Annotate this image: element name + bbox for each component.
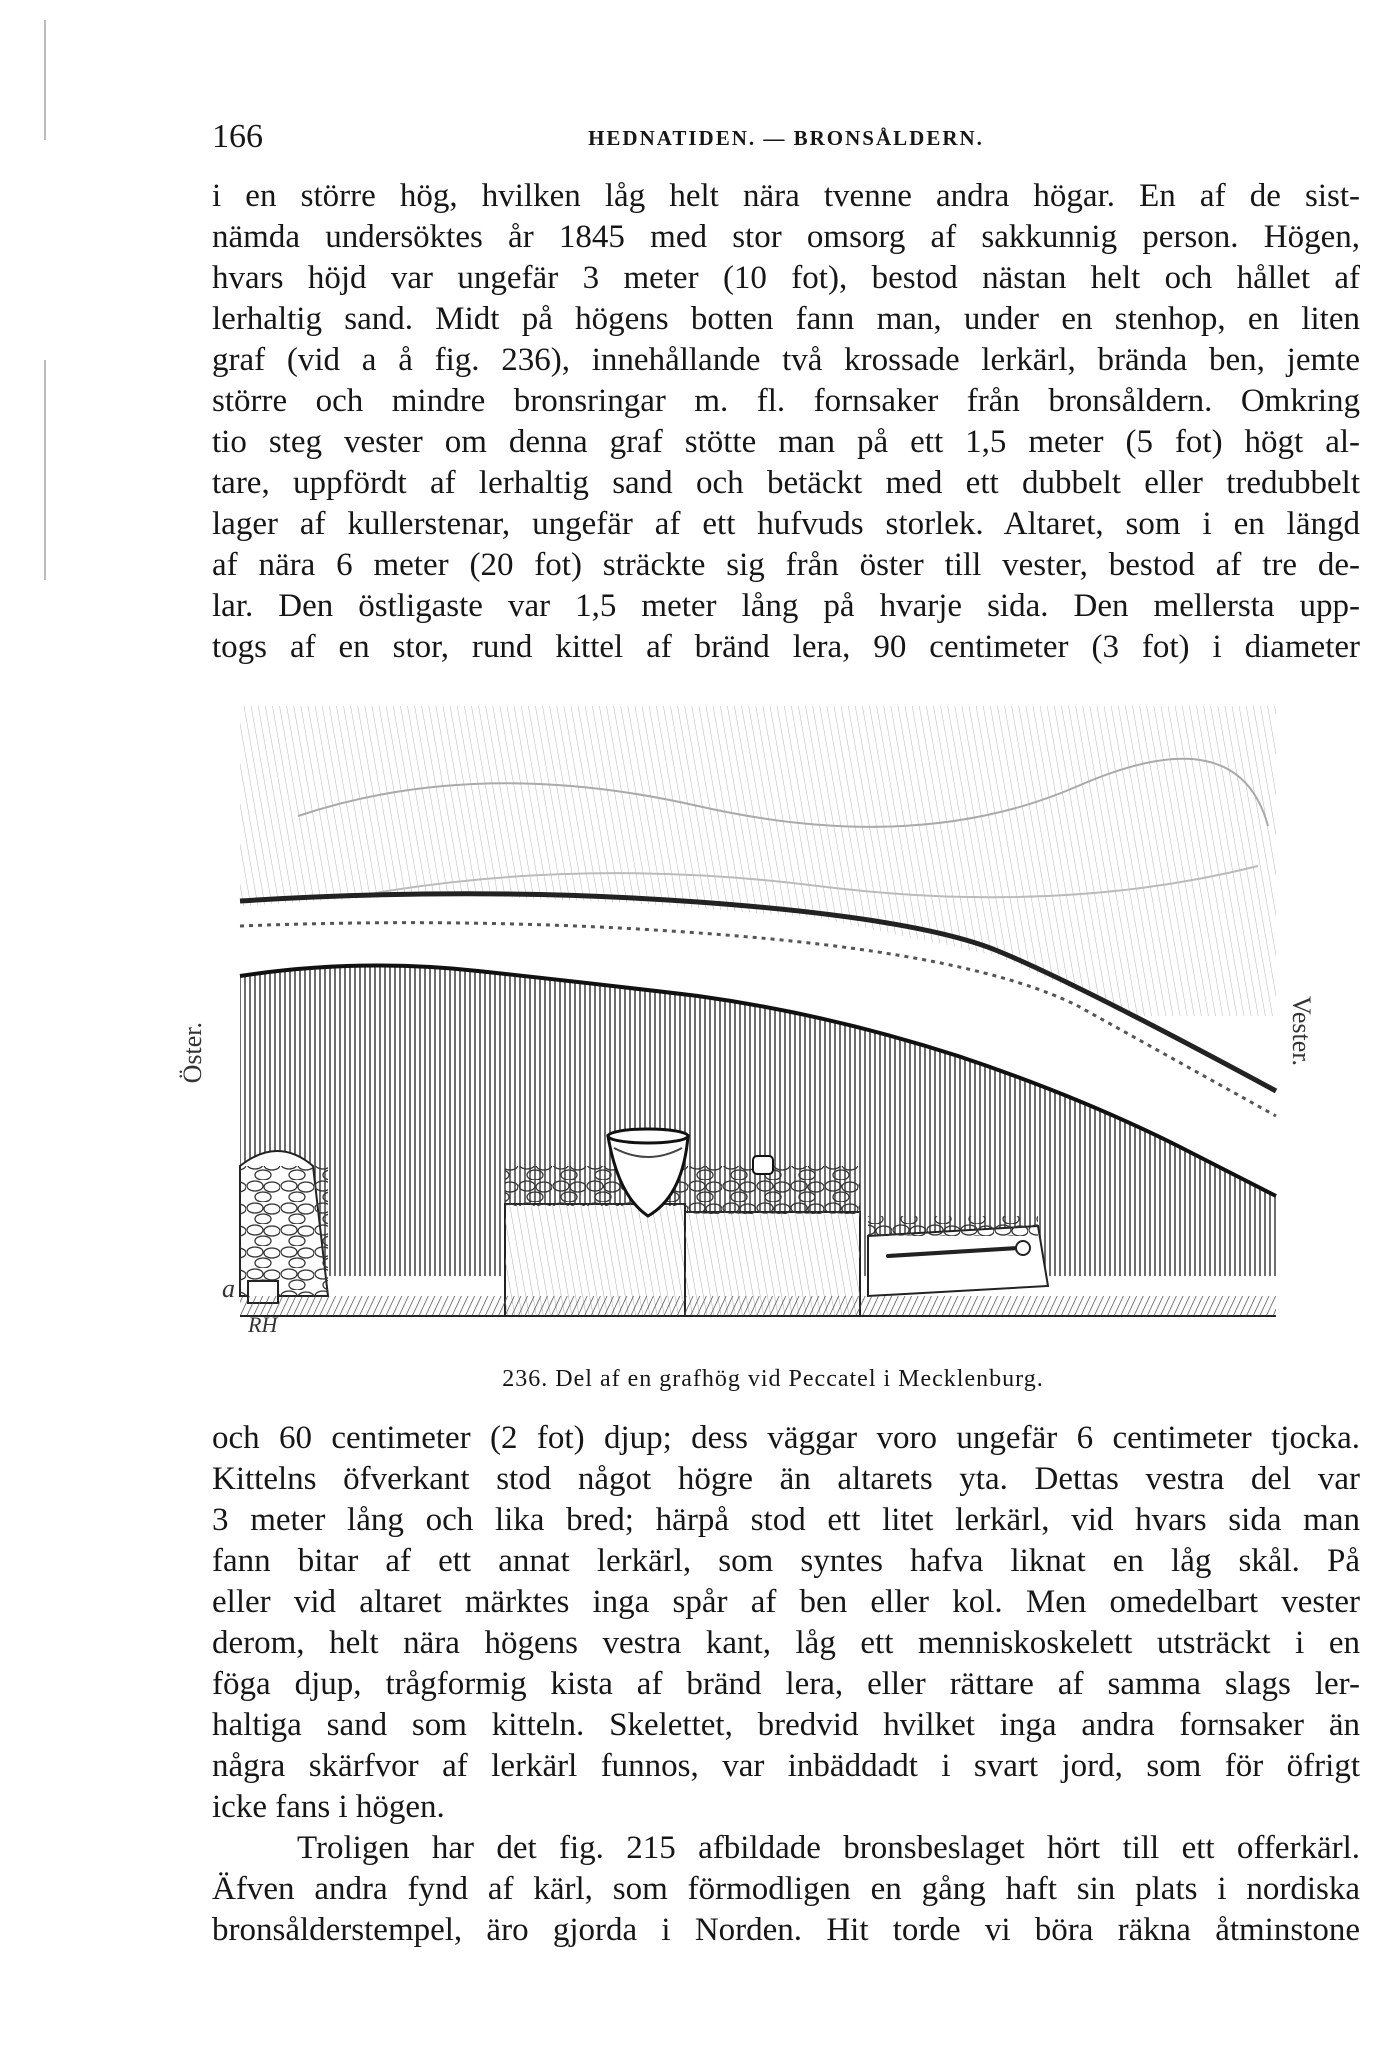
text-line: tio steg vester om denna graf stötte man på ett 1,5 meter (5 fot) högt al- (212, 424, 1360, 460)
scan-margin-mark (44, 360, 46, 580)
paragraph-1 (212, 176, 1360, 668)
running-head: HEDNATIDEN. — BRONSÅLDERN. (588, 126, 984, 150)
text-line: i en större hög, hvilken låg helt nära tvenne andra högar. En af de sist- (212, 178, 1360, 214)
text-line: föga djup, trågformig kista af bränd lera, eller rättare af samma slags ler- (212, 1666, 1360, 1702)
text-line: och 60 centimeter (2 fot) djup; dess väggar voro ungefär 6 centimeter tjocka. (212, 1420, 1360, 1456)
text-line: 3 meter lång och lika bred; härpå stod ett litet lerkärl, vid hvars sida man (212, 1502, 1360, 1538)
figure-236-engraving (178, 696, 1368, 1392)
scan-margin-mark (44, 20, 46, 140)
figure-marker-a: a (222, 1274, 235, 1303)
text-line: tare, uppfördt af lerhaltig sand och betäckt med ett dubbelt eller tredubbelt (212, 465, 1360, 501)
text-line: eller vid altaret märktes inga spår af ben eller kol. Men omedelbart vester (212, 1584, 1360, 1620)
paragraph-2 (212, 1418, 1360, 1828)
burial-mound-illustration (178, 696, 1368, 1346)
text-line: af nära 6 meter (20 fot) sträckte sig från öster till vester, bestod af tre de- (212, 547, 1360, 583)
page-number: 166 (212, 118, 263, 155)
text-line: hvars höjd var ungefär 3 meter (10 fot), bestod nästan helt och hållet af (212, 260, 1360, 296)
text-line: större och mindre bronsringar m. fl. fornsaker från bronsåldern. Omkring (212, 383, 1360, 419)
text-line: lar. Den östligaste var 1,5 meter lång på hvarje sida. Den mellersta upp- (212, 588, 1360, 624)
orientation-label-east: Öster. (178, 1022, 207, 1084)
engraver-signature: RH (248, 1312, 278, 1337)
text-line: Troligen har det fig. 215 afbildade bronsbeslaget hört till ett offerkärl. (297, 1830, 1360, 1866)
figure-caption: 236. Del af en grafhög vid Peccatel i Mecklenburg. (502, 1366, 1044, 1392)
text-line: några skärfvor af lerkärl funnos, var inbäddadt i svart jord, som för öfrigt (212, 1748, 1360, 1784)
text-line: graf (vid a å fig. 236), innehållande två krossade lerkärl, brända ben, jemte (212, 342, 1360, 378)
text-line: togs af en stor, rund kittel af bränd lera, 90 centimeter (3 fot) i diameter (212, 629, 1360, 665)
text-line: Äfven andra fynd af kärl, som förmodligen en gång haft sin plats i nordiska (212, 1871, 1360, 1907)
text-line: lager af kullerstenar, ungefär af ett hufvuds storlek. Altaret, som i en längd (212, 506, 1360, 542)
text-line: fann bitar af ett annat lerkärl, som syntes hafva liknat en låg skål. På (212, 1543, 1360, 1579)
text-line: Kittelns öfverkant stod något högre än altarets yta. Dettas vestra del var (212, 1461, 1360, 1497)
text-line: bronsålderstempel, äro gjorda i Norden. Hit torde vi böra räkna åtminstone (212, 1912, 1360, 1948)
page-header (212, 118, 1360, 158)
text-line: nämda undersöktes år 1845 med stor omsorg af sakkunnig person. Högen, (212, 219, 1360, 255)
text-line: haltiga sand som kitteln. Skelettet, bredvid hvilket inga andra fornsaker än (212, 1707, 1360, 1743)
text-line: derom, helt nära högens vestra kant, låg ett menniskoskelett utsträckt i en (212, 1625, 1360, 1661)
paragraph-3 (212, 1828, 1360, 1951)
orientation-label-west: Vester. (1287, 996, 1316, 1067)
text-line: icke fans i högen. (212, 1789, 445, 1825)
text-line: lerhaltig sand. Midt på högens botten fann man, under en stenhop, en liten (212, 301, 1360, 337)
